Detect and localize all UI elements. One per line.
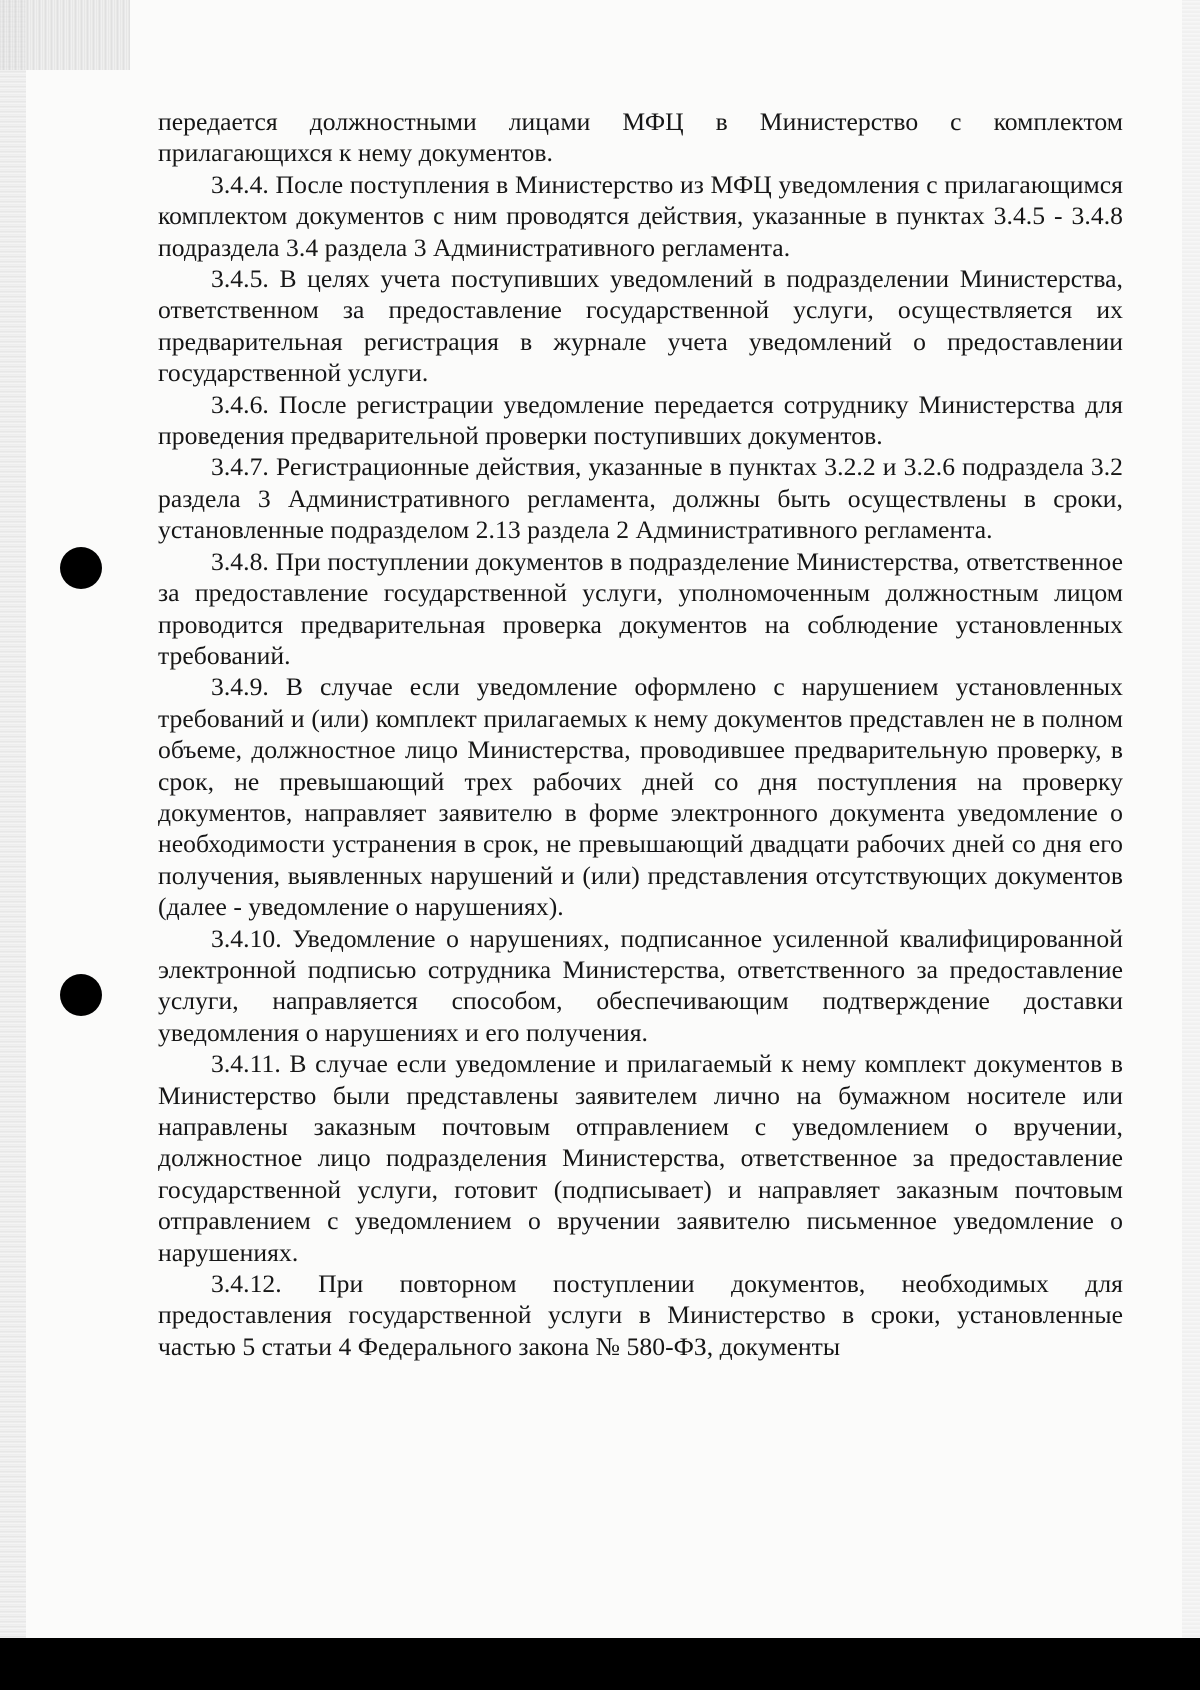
scan-edge-left [0, 0, 26, 1640]
document-body [158, 106, 1123, 1362]
paragraph-3-4-7: 3.4.7. Регистрационные действия, указанные в пунктах 3.2.2 и 3.2.6 подраздела 3.2 раздела 3 Административного регламента, должны быть осуществлены в сроки, установленные подразделом 2.13 раздела 2 Административного регламента. [158, 452, 1123, 545]
paragraph-3-4-6: 3.4.6. После регистрации уведомление передается сотруднику Министерства для проведения предварительной проверки поступивших документов. [158, 389, 1123, 451]
paragraph-3-4-5: 3.4.5. В целях учета поступивших уведомлений в подразделении Министерства, ответственном за предоставление государственной услуги, осуществляется их предварительная регистрация в журнале учета уведомлений о предоставлении государственной услуги. [158, 264, 1123, 388]
paragraph-3-4-9: 3.4.9. В случае если уведомление оформлено с нарушением установленных требований и (или) комплект прилагаемых к нему документов представлен не в полном объеме, должностное лицо Министерства, проводившее предварительную проверку, в срок, не превышающий трех рабочих дней со дня поступления на проверку документов, направляет заявителю в форме электронного документа уведомление о необходимости устранения в срок, не превышающий двадцати рабочих дней со дня его получения, выявленных нарушений и (или) представления отсутствующих документов (далее - уведомление о нарушениях). [158, 672, 1123, 922]
scan-edge-right [1182, 0, 1200, 1640]
paragraph-continuation: передается должностными лицами МФЦ в Министерство с комплектом прилагающихся к нему документов. [158, 107, 1123, 168]
paragraph-3-4-11: 3.4.11. В случае если уведомление и прилагаемый к нему комплект документов в Министерство были представлены заявителем лично на бумажном носителе или направлены заказным почтовым отправлением с уведомлением о вручении, должностное лицо подразделения Министерства, ответственное за предоставление государственной услуги, готовит (подписывает) и направляет заказным почтовым отправлением с уведомлением о вручении заявителю письменное уведомление о нарушениях. [158, 1049, 1123, 1267]
paragraph-3-4-4: 3.4.4. После поступления в Министерство из МФЦ уведомления с прилагающимся комплектом документов с ним проводятся действия, указанные в пунктах 3.4.5 - 3.4.8 подраздела 3.4 раздела 3 Административного регламента. [158, 169, 1123, 262]
scan-bottom-border [0, 1638, 1200, 1690]
punch-hole-upper [60, 547, 102, 589]
punch-hole-lower [60, 974, 102, 1016]
paragraph-3-4-12: 3.4.12. При повторном поступлении документов, необходимых для предоставления государственной услуги в Министерство в сроки, установленные частью 5 статьи 4 Федерального закона № 580-ФЗ, документы [158, 1269, 1123, 1361]
paragraph-3-4-10: 3.4.10. Уведомление о нарушениях, подписанное усиленной квалифицированной электронной подписью сотрудника Министерства, ответственного за предоставление услуги, направляется способом, обеспечивающим подтверждение доставки уведомления о нарушениях и его получения. [158, 923, 1123, 1047]
paragraph-3-4-8: 3.4.8. При поступлении документов в подразделение Министерства, ответственное за предоставление государственной услуги, уполномоченным должностным лицом проводится предварительная проверка документов на соблюдение установленных требований. [158, 546, 1123, 670]
scan-edge-top [0, 0, 130, 70]
